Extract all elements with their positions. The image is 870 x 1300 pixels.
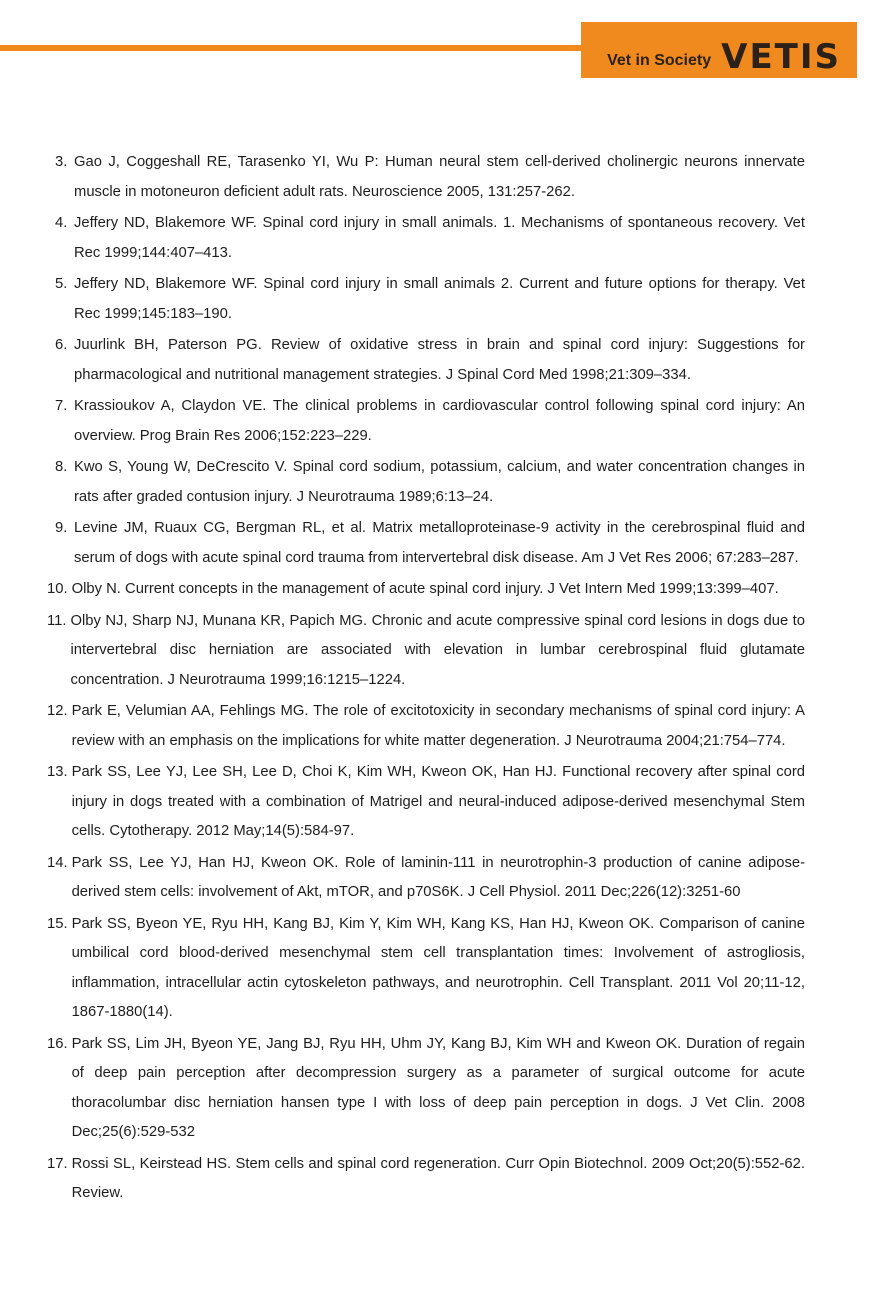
reference-text: Juurlink BH, Paterson PG. Review of oxidative stress in brain and spinal cord injury: Suggestions for pharmacological and nutritional management strategies. J Spinal Cord Med 1998;21:309–334. xyxy=(74,337,805,383)
reference-number: 14. xyxy=(47,854,68,871)
reference-item xyxy=(40,453,805,512)
header-rule xyxy=(0,45,586,51)
reference-number: 4. xyxy=(55,215,68,231)
badge-subtitle: Vet in Society xyxy=(607,52,712,69)
reference-number: 7. xyxy=(55,398,68,414)
reference-text: Levine JM, Ruaux CG, Bergman RL, et al. Matrix metalloproteinase-9 activity in the cerebrospinal fluid and serum of dogs with acute spinal cord trauma from intervertebral disk disease. Am J Vet Res 2006; 67:283–287. xyxy=(74,520,805,566)
reference-number: 11. xyxy=(47,612,67,629)
header-badge xyxy=(581,22,857,78)
reference-item xyxy=(40,758,805,847)
reference-text: Park SS, Lim JH, Byeon YE, Jang BJ, Ryu HH, Uhm JY, Kang BJ, Kim WH and Kweon OK. Duration of regain of deep pain perception after decompression surgery as a parameter of surgical outcome for acute thoracolumbar disc herniation hansen type I with loss of deep pain perception in dogs. J Vet Clin. 2008 Dec;25(6):529-532 xyxy=(71,1035,805,1140)
reference-item xyxy=(40,607,805,696)
reference-text: Jeffery ND, Blakemore WF. Spinal cord injury in small animals 2. Current and future options for therapy. Vet Rec 1999;145:183–190. xyxy=(74,276,805,322)
reference-text: Park E, Velumian AA, Fehlings MG. The role of excitotoxicity in secondary mechanisms of spinal cord injury: A review with an emphasis on the implications for white matter degeneration. J Neurotrauma 2004;21:754–774. xyxy=(71,703,805,749)
reference-item xyxy=(40,209,805,268)
reference-number: 10. xyxy=(47,581,68,597)
reference-text: Olby N. Current concepts in the management of acute spinal cord injury. J Vet Intern Med 1999;13:399–407. xyxy=(71,581,779,597)
reference-number: 15. xyxy=(47,915,68,932)
reference-item xyxy=(40,1150,805,1209)
reference-text: Rossi SL, Keirstead HS. Stem cells and spinal cord regeneration. Curr Opin Biotechnol. 2009 Oct;20(5):552-62. Review. xyxy=(71,1155,805,1201)
badge-brand: VETIS xyxy=(721,37,841,77)
reference-item xyxy=(40,697,805,756)
reference-number: 17. xyxy=(47,1155,68,1172)
reference-number: 3. xyxy=(55,154,68,170)
reference-item xyxy=(40,148,805,207)
reference-item xyxy=(40,910,805,1028)
reference-number: 5. xyxy=(55,276,68,292)
reference-number: 13. xyxy=(47,764,68,780)
reference-number: 16. xyxy=(47,1035,68,1052)
reference-text: Krassioukov A, Claydon VE. The clinical problems in cardiovascular control following spinal cord injury: An overview. Prog Brain Res 2006;152:223–229. xyxy=(74,398,805,444)
reference-text: Park SS, Lee YJ, Lee SH, Lee D, Choi K, Kim WH, Kweon OK, Han HJ. Functional recovery after spinal cord injury in dogs treated with a combination of Matrigel and neural-induced adipose-derived mesenchymal Stem cells. Cytotherapy. 2012 May;14(5):584-97. xyxy=(71,764,805,839)
reference-list xyxy=(40,148,805,1211)
reference-item xyxy=(40,849,805,908)
reference-text: Park SS, Byeon YE, Ryu HH, Kang BJ, Kim Y, Kim WH, Kang KS, Han HJ, Kweon OK. Comparison of canine umbilical cord blood-derived mesenchymal stem cell transplantation times: Involvement of astrogliosis, inflammation, intracellular actin cytoskeleton pathways, and neurotrophin. Cell Transplant. 2011 Vol 20;11-12, 1867-1880(14). xyxy=(71,915,805,1020)
reference-text: Gao J, Coggeshall RE, Tarasenko YI, Wu P: Human neural stem cell-derived cholinergic neurons innervate muscle in motoneuron deficient adult rats. Neuroscience 2005, 131:257-262. xyxy=(74,154,805,200)
reference-item xyxy=(40,392,805,451)
reference-text: Kwo S, Young W, DeCrescito V. Spinal cord sodium, potassium, calcium, and water concentration changes in rats after graded contusion injury. J Neurotrauma 1989;6:13–24. xyxy=(74,459,805,505)
reference-text: Park SS, Lee YJ, Han HJ, Kweon OK. Role of laminin-111 in neurotrophin-3 production of canine adipose-derived stem cells: involvement of Akt, mTOR, and p70S6K. J Cell Physiol. 2011 Dec;226(12):3251-60 xyxy=(71,854,805,900)
reference-number: 9. xyxy=(55,520,68,536)
reference-item xyxy=(40,331,805,390)
reference-item xyxy=(40,270,805,329)
reference-item xyxy=(40,575,805,605)
reference-number: 6. xyxy=(55,337,68,353)
reference-text: Jeffery ND, Blakemore WF. Spinal cord injury in small animals. 1. Mechanisms of spontaneous recovery. Vet Rec 1999;144:407–413. xyxy=(74,215,805,261)
reference-text: Olby NJ, Sharp NJ, Munana KR, Papich MG. Chronic and acute compressive spinal cord lesions in dogs due to intervertebral disc herniation are associated with elevation in lumbar cerebrospinal fluid glutamate concentration. J Neurotrauma 1999;16:1215–1224. xyxy=(70,612,805,688)
reference-number: 12. xyxy=(47,703,68,719)
reference-item xyxy=(40,514,805,573)
reference-item xyxy=(40,1030,805,1148)
reference-number: 8. xyxy=(55,459,68,475)
